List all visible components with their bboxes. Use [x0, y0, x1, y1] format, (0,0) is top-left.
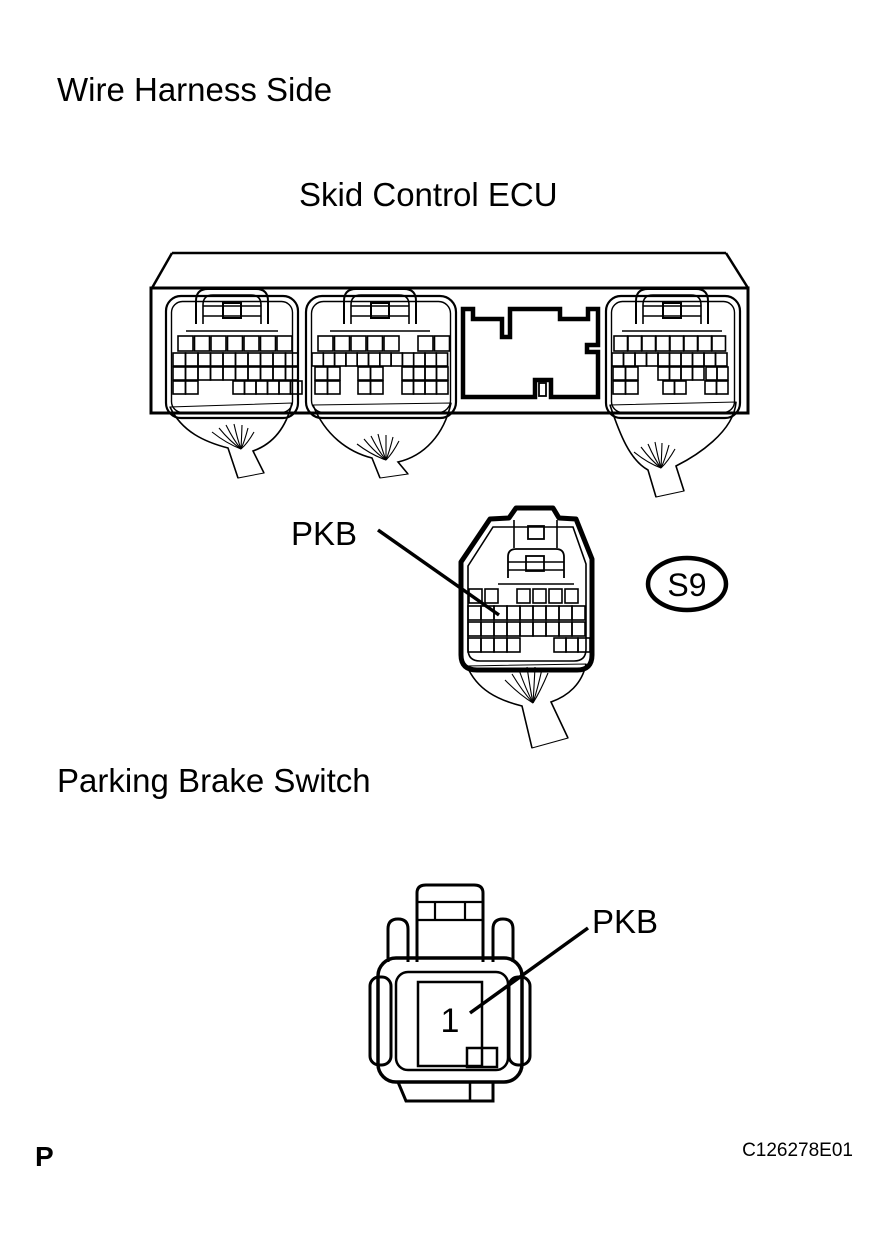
connector-latch [636, 289, 708, 324]
switch-lock-tab [417, 885, 483, 962]
pin-cell [613, 367, 626, 380]
ecu-housing [151, 253, 748, 413]
pin-cell [712, 336, 726, 351]
pin-cell [186, 367, 199, 380]
pin-cell [315, 381, 328, 394]
pin-cell [380, 353, 391, 366]
pin-cell [693, 353, 705, 366]
pin-cell [198, 367, 211, 380]
switch-prong-right [493, 919, 513, 962]
pin-cell [186, 381, 199, 394]
wire-strand [386, 441, 399, 460]
pin-cell [315, 367, 328, 380]
pin-cell [626, 367, 639, 380]
pin-cell [273, 353, 286, 366]
pin-cell [268, 381, 280, 394]
pin-cell [693, 367, 705, 380]
pin-cell [223, 367, 236, 380]
pin-cell [368, 336, 383, 351]
pin-cell [233, 381, 245, 394]
pin-cell [663, 381, 675, 394]
pin-cell [371, 381, 384, 394]
pin-cell [318, 336, 333, 351]
pin-cell [717, 367, 728, 380]
switch-terminal-number: 1 [440, 1002, 460, 1040]
pin-cell [507, 638, 520, 652]
pin-cell [357, 353, 368, 366]
pin-cell [612, 353, 624, 366]
pin-cell [658, 353, 670, 366]
pin-cell [261, 336, 276, 351]
connector-body [606, 296, 740, 418]
pin-cell [277, 336, 292, 351]
pin-cell [436, 353, 447, 366]
pin-cell [228, 336, 243, 351]
pin-cell [173, 381, 186, 394]
pin-cell [335, 353, 346, 366]
pin-cell [533, 622, 546, 636]
pin-grid [312, 336, 450, 394]
pin-cell [559, 606, 572, 620]
pin-cell [517, 589, 530, 603]
wire-strand [648, 444, 661, 468]
wire-bundle-silhouette [467, 664, 586, 748]
figure-id: C126278E01 [742, 1140, 853, 1161]
pin-grid [612, 336, 728, 394]
pin-cell [675, 381, 687, 394]
pin-cell [414, 353, 425, 366]
pin-cell [244, 336, 259, 351]
pin-cell [437, 381, 449, 394]
ecu-top-left-edge [152, 253, 172, 288]
connector-latch [344, 289, 416, 324]
pin-cell [414, 367, 426, 380]
ecu-pkb-leader-line [378, 530, 499, 615]
pin-cell [279, 381, 291, 394]
switch-pkb-label: PKB [592, 903, 659, 940]
switch-prong-left [388, 919, 408, 962]
wire-strand [378, 434, 386, 460]
ecu-empty-slot [463, 309, 598, 397]
pin-cell [670, 353, 682, 366]
pin-cell [468, 606, 481, 620]
pin-cell [248, 353, 261, 366]
pin-cell [286, 353, 299, 366]
empty-slot-outline [463, 309, 598, 397]
pin-cell [418, 336, 433, 351]
pin-cell [328, 381, 341, 394]
ecu-pkb-label: PKB [291, 515, 358, 552]
pkb-connector-s9 [461, 508, 592, 748]
pin-cell [565, 589, 578, 603]
pin-cell [437, 367, 449, 380]
wire-strand [241, 432, 254, 449]
pin-cell [706, 367, 717, 380]
pin-cell [647, 353, 659, 366]
pin-cell [698, 336, 712, 351]
switch-connector [370, 885, 530, 1101]
pin-cell [425, 353, 436, 366]
pin-cell [494, 622, 507, 636]
pin-cell [546, 606, 559, 620]
pin-cell [684, 336, 698, 351]
pin-cell [670, 336, 684, 351]
pin-cell [628, 336, 642, 351]
pin-cell [578, 638, 590, 652]
lock-tab-window [528, 526, 544, 539]
pin-cell [335, 336, 350, 351]
pin-cell [681, 353, 693, 366]
pin-cell [211, 367, 224, 380]
connector-latch [508, 549, 564, 578]
pin-cell [716, 353, 728, 366]
pin-cell [658, 367, 670, 380]
pin-cell [717, 381, 729, 394]
pin-cell [704, 353, 716, 366]
pin-cell [346, 353, 357, 366]
pin-cell [572, 622, 585, 636]
pin-cell [435, 336, 450, 351]
pin-cell [211, 353, 224, 366]
pin-cell [414, 381, 426, 394]
ecu-connector-a [166, 289, 302, 478]
pin-cell [626, 381, 639, 394]
switch-wing-left [370, 977, 391, 1065]
pin-cell [566, 638, 578, 652]
ecu-connector-b [306, 289, 456, 478]
ecu-top-right-edge [726, 253, 748, 288]
pin-cell [402, 367, 414, 380]
pin-cell [554, 638, 566, 652]
pin-cell [358, 367, 371, 380]
pin-cell [520, 606, 533, 620]
pin-cell [485, 589, 498, 603]
pin-cell [198, 353, 211, 366]
pin-cell [384, 336, 399, 351]
wire-bundle [610, 402, 736, 497]
pin-cell [173, 367, 186, 380]
pin-cell [494, 638, 507, 652]
s9-connector-code: S9 [667, 567, 707, 603]
pin-cell [572, 606, 585, 620]
pin-cell [533, 606, 546, 620]
connector-body [306, 296, 456, 418]
pin-cell [391, 353, 402, 366]
wire-strand [505, 680, 533, 703]
pin-cell [245, 381, 257, 394]
empty-slot-key-tab [539, 383, 546, 396]
pin-cell [681, 367, 693, 380]
pin-cell [286, 367, 299, 380]
wire-bundle [467, 664, 586, 748]
pin-cell [468, 622, 481, 636]
page-marker: P [35, 1141, 54, 1172]
pin-cell [328, 367, 341, 380]
pin-cell [371, 367, 384, 380]
pin-cell [402, 381, 414, 394]
pin-cell [351, 336, 366, 351]
pin-cell [468, 638, 481, 652]
pin-cell [507, 606, 520, 620]
section-title: Wire Harness Side [57, 71, 333, 108]
pin-cell [624, 353, 636, 366]
pin-cell [186, 353, 199, 366]
wire-strand [661, 449, 675, 468]
switch-wing-right [509, 977, 530, 1065]
pin-cell [261, 353, 274, 366]
wire-strand [241, 425, 242, 449]
pin-cell [642, 336, 656, 351]
wire-strand [661, 443, 662, 468]
pin-grid [173, 336, 302, 394]
pin-cell [425, 381, 437, 394]
pin-cell [520, 622, 533, 636]
pin-cell [481, 622, 494, 636]
pin-cell [236, 367, 249, 380]
pin-cell [273, 367, 286, 380]
pin-cell [614, 336, 628, 351]
pin-cell [256, 381, 268, 394]
pin-cell [656, 336, 670, 351]
pin-cell [223, 353, 236, 366]
pin-cell [402, 353, 413, 366]
pin-cell [323, 353, 334, 366]
pin-cell [670, 367, 682, 380]
pin-cell [261, 367, 274, 380]
pin-cell [178, 336, 193, 351]
pin-cell [546, 622, 559, 636]
pin-cell [635, 353, 647, 366]
pin-cell [481, 638, 494, 652]
ecu-connector-c [606, 289, 740, 497]
pin-cell [312, 353, 323, 366]
pin-cell [549, 589, 562, 603]
switch-bottom-skirt [398, 1082, 493, 1101]
wire-strand [371, 436, 386, 460]
pin-grid [468, 589, 590, 652]
pin-cell [211, 336, 226, 351]
pin-cell [236, 353, 249, 366]
pin-cell [559, 622, 572, 636]
connector-latch [196, 289, 268, 324]
pin-cell [173, 353, 186, 366]
pin-cell [425, 367, 437, 380]
pin-cell [369, 353, 380, 366]
pin-cell [533, 589, 546, 603]
ecu-title: Skid Control ECU [299, 176, 558, 213]
pin-cell [613, 381, 626, 394]
switch-title: Parking Brake Switch [57, 762, 371, 799]
pin-cell [507, 622, 520, 636]
pin-cell [358, 381, 371, 394]
pin-cell [195, 336, 210, 351]
pin-cell [248, 367, 261, 380]
pin-cell [705, 381, 717, 394]
